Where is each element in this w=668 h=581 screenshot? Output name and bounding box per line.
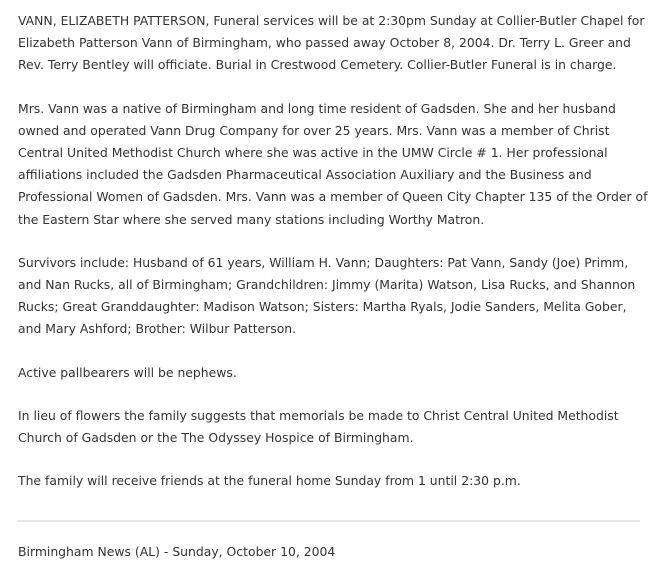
- obituary-paragraph-visitation: The family will receive friends at the funeral home Sunday from 1 until 2:30 p.m.: [18, 473, 521, 489]
- obituary-paragraph-services: VANN, ELIZABETH PATTERSON, Funeral services will be at 2:30pm Sunday at Collier-Butler Chapel for Elizabeth Patterson Vann of Birmingham, who passed away October 8, 2004. Dr. Terry L. Greer and Rev. Terry Bentley will officiate. Burial in Crestwood Cemetery. Collier-Butler Funeral is in charge.: [18, 13, 645, 73]
- source-citation: Birmingham News (AL) - Sunday, October 10, 2004: [18, 544, 336, 559]
- obituary-paragraph-pallbearers: Active pallbearers will be nephews.: [18, 364, 237, 380]
- obituary-body: [18, 10, 650, 513]
- obituary-paragraph-memorials: In lieu of flowers the family suggests that memorials be made to Christ Central United Methodist Church of Gadsden or the The Odyssey Hospice of Birmingham.: [18, 407, 619, 446]
- divider: [18, 520, 640, 522]
- obituary-paragraph-survivors: Survivors include: Husband of 61 years, William H. Vann; Daughters: Pat Vann, Sandy (Joe) Primm, and Nan Rucks, all of Birmingham; Grandchildren: Jimmy (Marita) Watson, Lisa Rucks, and Shannon Rucks; Great Granddaughter: Madison Watson; Sisters: Martha Ryals, Jodie Sanders, Melita Gober, and Mary Ashford; Brother: Wilbur Patterson.: [18, 254, 636, 337]
- obituary-paragraph-biography: Mrs. Vann was a native of Birmingham and long time resident of Gadsden. She and her husband owned and operated Vann Drug Company for over 25 years. Mrs. Vann was a member of Christ Central United Methodist Church where she was active in the UMW Circle # 1. Her professional affiliations included the Gadsden Pharmaceutical Association Auxiliary and the Business and Professional Women of Gadsden. Mrs. Vann was a member of Queen City Chapter 135 of the Order of the Eastern Star where she served many stations including Worthy Matron.: [18, 100, 648, 227]
